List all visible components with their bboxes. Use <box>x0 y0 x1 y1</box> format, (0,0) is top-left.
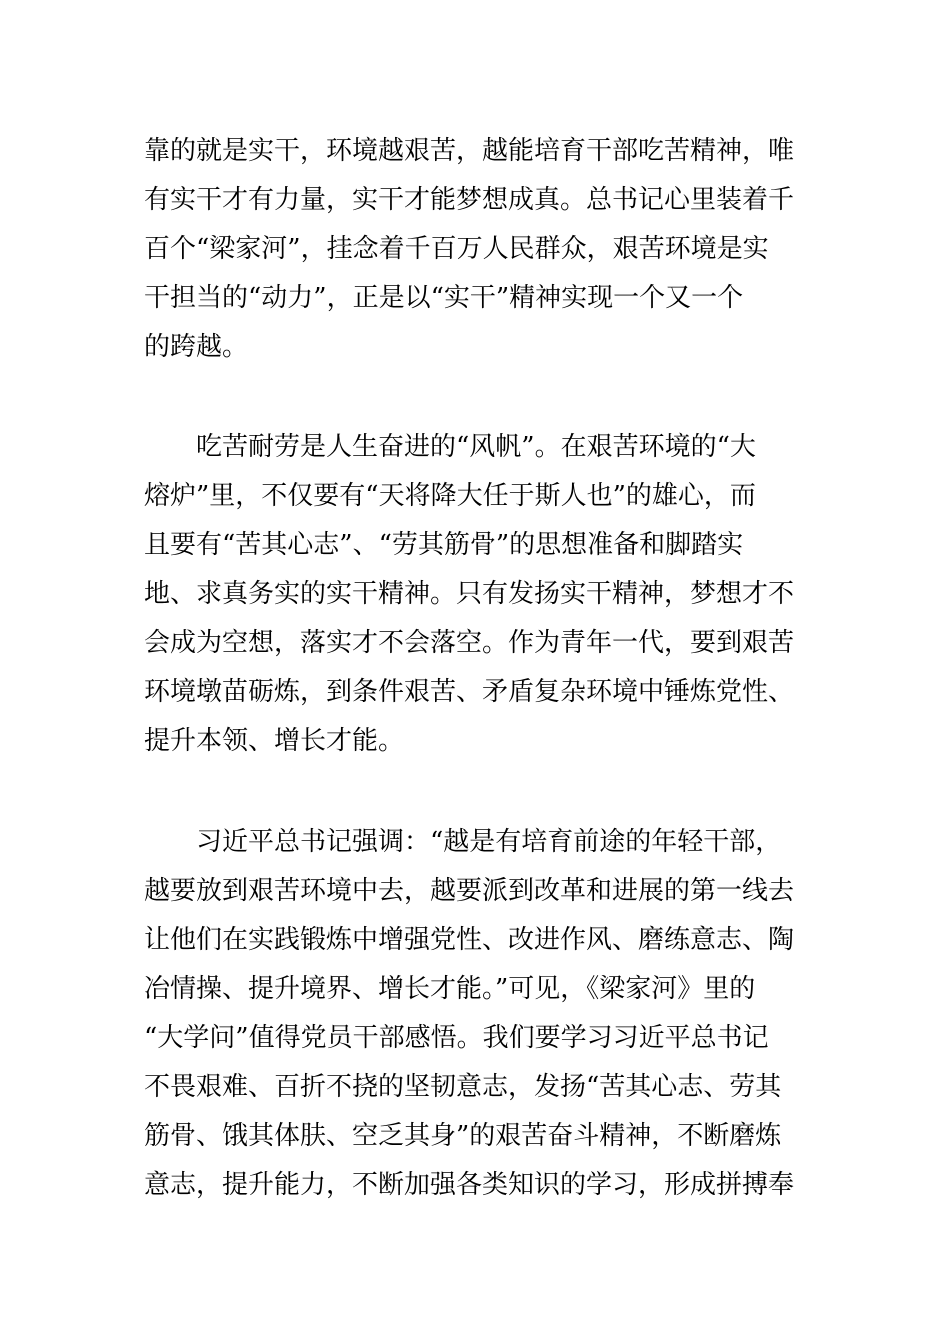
text-line: 熔炉”里，不仅要有“天将降大任于斯人也”的雄心，而 <box>144 481 756 511</box>
text-line: 地、求真务实的实干精神。只有发扬实干精神，梦想才不 <box>144 579 795 609</box>
text-line: 提升本领、增长才能。 <box>144 726 405 756</box>
paragraph-1 <box>144 127 806 372</box>
paragraph-3 <box>144 818 806 1210</box>
text-line: “大学问”值得党员干部感悟。我们要学习习近平总书记 <box>144 1023 769 1053</box>
text-line: 有实干才有力量，实干才能梦想成真。总书记心里装着千 <box>144 185 795 215</box>
text-line: 靠的就是实干，环境越艰苦，越能培育干部吃苦精神，唯 <box>144 136 795 166</box>
text-line: 冶情操、提升境界、增长才能。”可见，《梁家河》里的 <box>144 974 756 1004</box>
text-line: 习近平总书记强调：“越是有培育前途的年轻干部， <box>196 827 782 857</box>
text-line: 筋骨、饿其体肤、空乏其身”的艰苦奋斗精神，不断磨炼 <box>144 1121 782 1151</box>
text-line: 的跨越。 <box>144 332 249 362</box>
text-line: 让他们在实践锻炼中增强党性、改进作风、磨练意志、陶 <box>144 925 795 955</box>
text-line: 会成为空想，落实才不会落空。作为青年一代，要到艰苦 <box>144 628 795 658</box>
text-line: 环境墩苗砺炼，到条件艰苦、矛盾复杂环境中锤炼党性、 <box>144 677 795 707</box>
text-line: 且要有“苦其心志”、“劳其筋骨”的思想准备和脚踏实 <box>144 530 744 560</box>
text-line: 越要放到艰苦环境中去，越要派到改革和进展的第一线去 <box>144 876 795 906</box>
text-line: 不畏艰难、百折不挠的坚韧意志，发扬“苦其心志、劳其 <box>144 1072 782 1102</box>
text-line: 吃苦耐劳是人生奋进的“风帆”。在艰苦环境的“大 <box>196 432 756 462</box>
text-line: 百个“梁家河”，挂念着千百万人民群众，艰苦环境是实 <box>144 234 769 264</box>
text-line: 意志，提升能力，不断加强各类知识的学习，形成拼搏奉 <box>144 1170 795 1200</box>
text-line: 干担当的“动力”，正是以“实干”精神实现一个又一个 <box>144 283 744 313</box>
paragraph-2 <box>144 423 806 766</box>
